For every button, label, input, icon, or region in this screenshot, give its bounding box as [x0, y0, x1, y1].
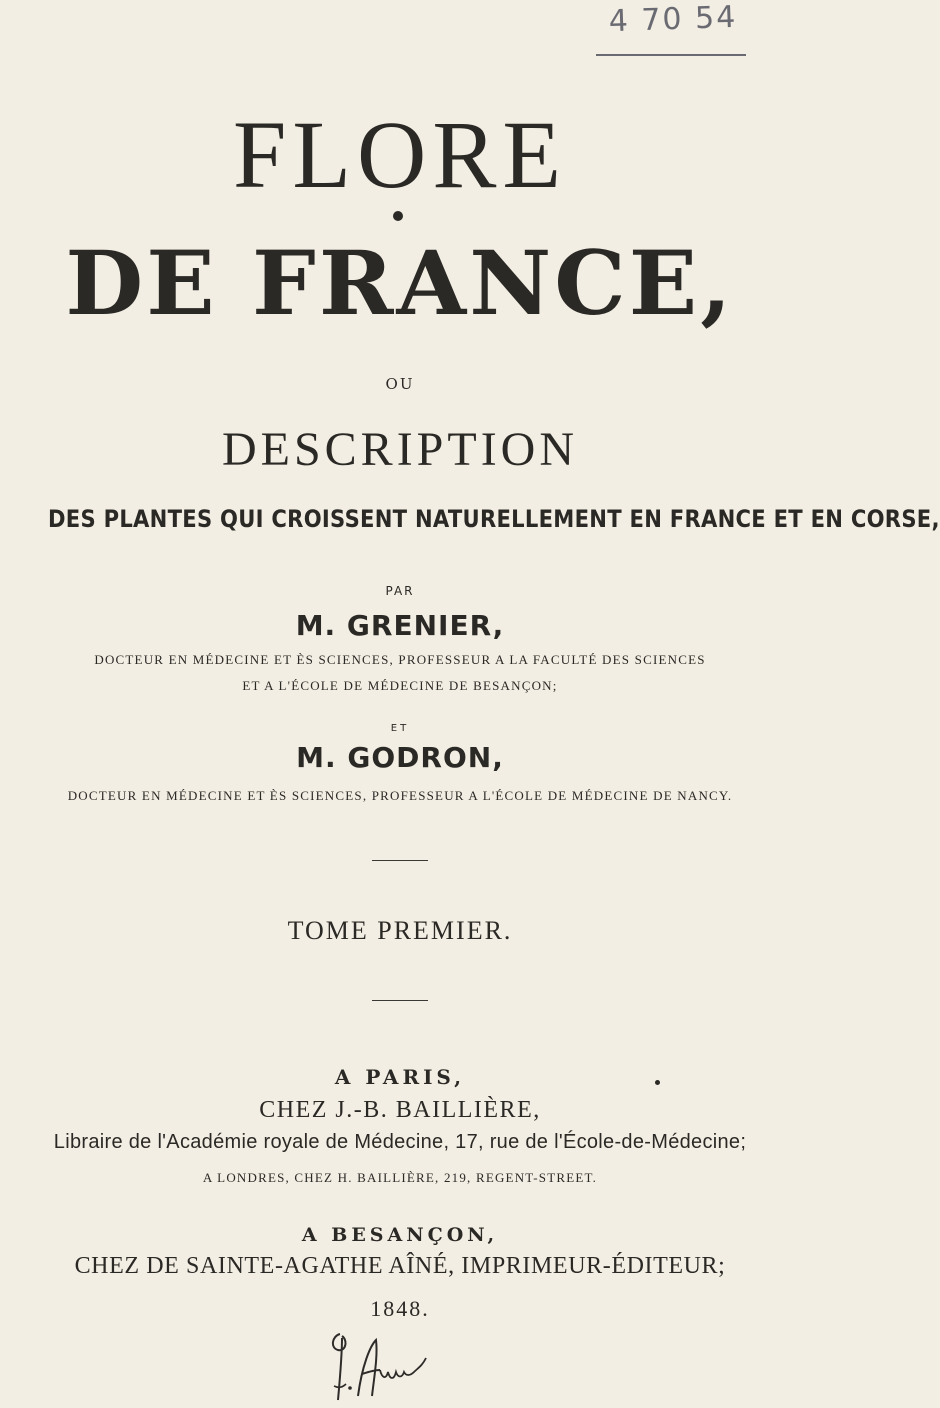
ornament-dot [393, 211, 403, 221]
by-label: PAR [385, 584, 415, 598]
volume-label: TOME PREMIER. [287, 916, 513, 945]
author-grenier-credit-1: DOCTEUR EN MÉDECINE ET ÈS SCIENCES, PROFESSEUR A LA FACULTÉ DES SCIENCES [94, 652, 706, 667]
title-de-france: DE FRANCE, [65, 231, 735, 335]
imprint-publisher-description: Libraire de l'Académie royale de Médecine, 17, rue de l'École-de-Médecine; [53, 1131, 747, 1153]
title-description: DESCRIPTION [221, 423, 579, 476]
divider-rule-top [372, 860, 428, 861]
stray-dot [655, 1080, 660, 1085]
author-godron-credit: DOCTEUR EN MÉDECINE ET ÈS SCIENCES, PROFESSEUR A L'ÉCOLE DE MÉDECINE DE NANCY. [67, 788, 733, 803]
imprint-publisher-sainte-agathe: CHEZ DE SAINTE-AGATHE AÎNÉ, IMPRIMEUR-ÉDITEUR; [74, 1253, 726, 1279]
shelfmark-underline [596, 54, 746, 56]
imprint-city-paris: A PARIS, [334, 1065, 466, 1089]
divider-rule-bottom [372, 1000, 428, 1001]
author-grenier: M. GRENIER, [295, 609, 505, 642]
title-flore: FLORE [232, 101, 568, 208]
subtitle: DES PLANTES QUI CROISSENT NATURELLEMENT EN FRANCE ET EN CORSE, [48, 505, 940, 533]
author-godron: M. GODRON, [296, 741, 504, 774]
imprint-city-besancon: A BESANÇON, [301, 1224, 499, 1246]
title-conjunction: OU [385, 375, 415, 393]
and-label: ET [390, 723, 410, 734]
imprint-london: A LONDRES, CHEZ H. BAILLIÈRE, 219, REGENT-STREET. [202, 1170, 598, 1185]
imprint-year: 1848. [370, 1296, 430, 1321]
shelfmark-text: 4 70 54 [608, 0, 738, 40]
handwritten-signature [322, 1326, 442, 1404]
imprint-publisher-bailliere: CHEZ J.-B. BAILLIÈRE, [259, 1097, 541, 1123]
handwritten-shelfmark [588, 2, 758, 66]
author-grenier-credit-2: ET A L'ÉCOLE DE MÉDECINE DE BESANÇON; [242, 678, 558, 693]
